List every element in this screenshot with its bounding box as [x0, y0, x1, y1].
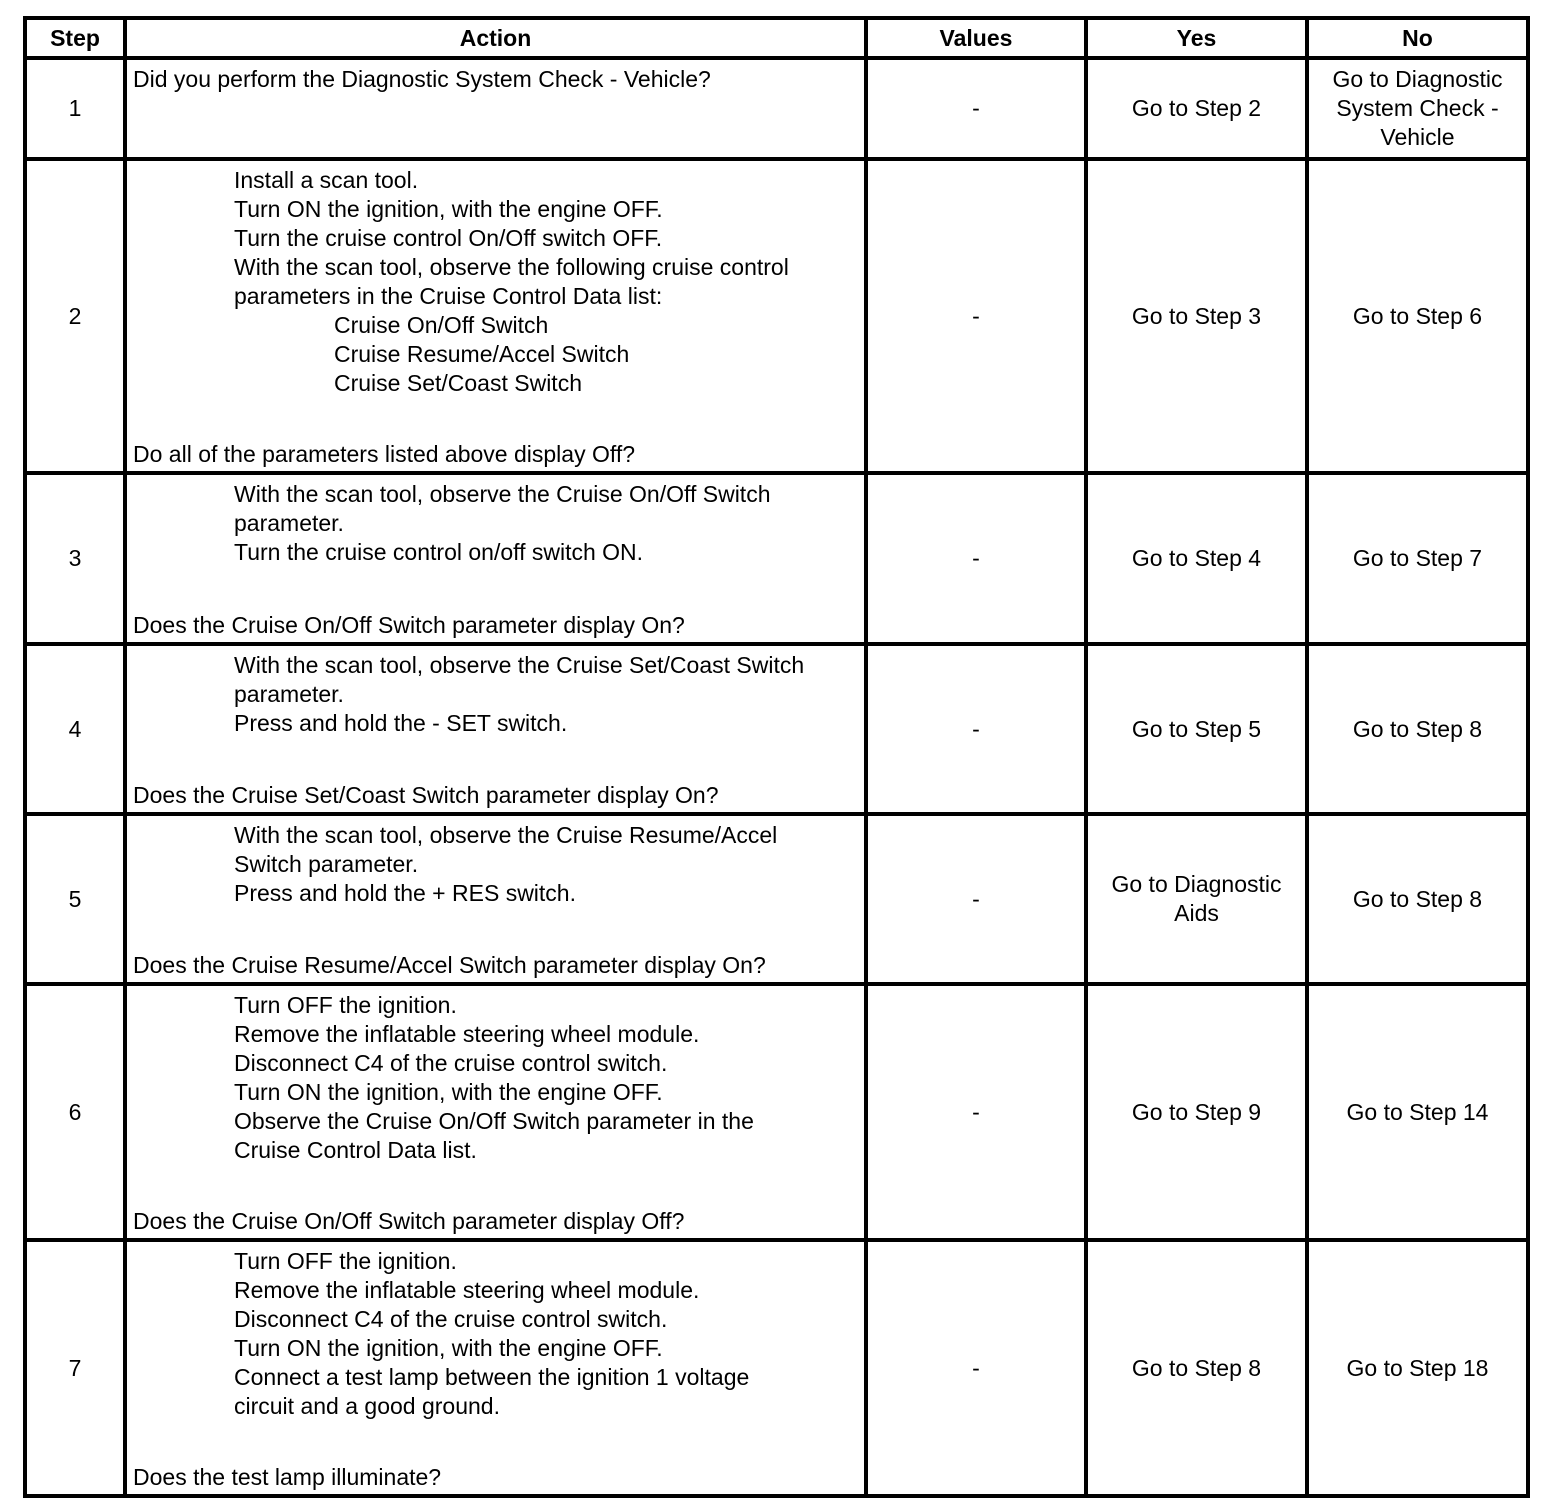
- values-cell: -: [866, 814, 1086, 984]
- action-question: Did you perform the Diagnostic System Check - Vehicle?: [133, 66, 711, 92]
- instruction-line: Press and hold the - SET switch.: [234, 710, 568, 736]
- instruction-line: Connect a test lamp between the ignition 1 voltage: [234, 1364, 750, 1390]
- no-cell: Go to Step 8: [1307, 644, 1528, 814]
- values-cell: -: [866, 1240, 1086, 1496]
- action-cell: [125, 58, 866, 159]
- instruction-line: Cruise Control Data list.: [234, 1137, 477, 1163]
- header-values: Values: [866, 18, 1086, 58]
- action-question: Does the test lamp illuminate?: [133, 1464, 442, 1490]
- action-question: Does the Cruise On/Off Switch parameter display Off?: [133, 1208, 685, 1234]
- instruction-line: Turn the cruise control on/off switch ON.: [234, 539, 644, 565]
- action-cell: [125, 814, 866, 984]
- instruction-list: [133, 166, 858, 398]
- parameter-item: Cruise Resume/Accel Switch: [334, 341, 630, 367]
- header-row: [25, 18, 1528, 58]
- table-row: [25, 473, 1528, 644]
- instruction-line: Remove the inflatable steering wheel module.: [234, 1021, 700, 1047]
- yes-cell: Go to Step 5: [1086, 644, 1307, 814]
- yes-cell: Go to Step 9: [1086, 984, 1307, 1240]
- instruction-line: Press and hold the + RES switch.: [234, 880, 576, 906]
- yes-line: Go to Diagnostic: [1111, 871, 1282, 897]
- table-row: [25, 644, 1528, 814]
- instruction-line: Remove the inflatable steering wheel module.: [234, 1277, 700, 1303]
- table-row: [25, 58, 1528, 159]
- yes-cell: Go to Step 3: [1086, 159, 1307, 473]
- instruction-line: Disconnect C4 of the cruise control switch.: [234, 1050, 668, 1076]
- parameter-item: Cruise On/Off Switch: [334, 312, 549, 338]
- step-number: 6: [25, 984, 125, 1240]
- action-cell: [125, 984, 866, 1240]
- instruction-line: Turn OFF the ignition.: [234, 1248, 457, 1274]
- yes-cell: Go to Step 2: [1086, 58, 1307, 159]
- step-number: 7: [25, 1240, 125, 1496]
- header-no: No: [1307, 18, 1528, 58]
- action-question: Do all of the parameters listed above display Off?: [133, 441, 636, 467]
- table-row: [25, 1240, 1528, 1496]
- step-number: 2: [25, 159, 125, 473]
- header-yes: Yes: [1086, 18, 1307, 58]
- no-cell: [1307, 58, 1528, 159]
- instruction-line: circuit and a good ground.: [234, 1393, 500, 1419]
- instruction-line: With the scan tool, observe the Cruise On/Off Switch: [234, 481, 771, 507]
- header-action: Action: [125, 18, 866, 58]
- table-row: [25, 984, 1528, 1240]
- instruction-line: With the scan tool, observe the Cruise Resume/Accel: [234, 822, 778, 848]
- instruction-line: Turn ON the ignition, with the engine OFF.: [234, 196, 663, 222]
- values-cell: -: [866, 58, 1086, 159]
- no-line: Vehicle: [1380, 124, 1455, 150]
- step-number: 3: [25, 473, 125, 644]
- instruction-line: parameter.: [234, 510, 344, 536]
- step-number: 1: [25, 58, 125, 159]
- instruction-line: Turn OFF the ignition.: [234, 992, 457, 1018]
- yes-cell: Go to Step 8: [1086, 1240, 1307, 1496]
- no-line: Go to Diagnostic: [1332, 66, 1503, 92]
- instruction-line: parameters in the Cruise Control Data list:: [234, 283, 663, 309]
- instruction-line: Turn ON the ignition, with the engine OFF.: [234, 1079, 663, 1105]
- instruction-list: [133, 1247, 858, 1421]
- no-cell: Go to Step 14: [1307, 984, 1528, 1240]
- action-question: Does the Cruise Set/Coast Switch parameter display On?: [133, 782, 719, 808]
- action-cell: [125, 159, 866, 473]
- step-number: 4: [25, 644, 125, 814]
- parameter-item: Cruise Set/Coast Switch: [334, 370, 582, 396]
- action-cell: [125, 1240, 866, 1496]
- action-question: Does the Cruise Resume/Accel Switch parameter display On?: [133, 952, 766, 978]
- instruction-line: With the scan tool, observe the Cruise Set/Coast Switch: [234, 652, 805, 678]
- instruction-line: parameter.: [234, 681, 344, 707]
- instruction-line: Turn the cruise control On/Off switch OFF.: [234, 225, 663, 251]
- values-cell: -: [866, 159, 1086, 473]
- action-question: Does the Cruise On/Off Switch parameter display On?: [133, 612, 685, 638]
- instruction-line: Turn ON the ignition, with the engine OFF.: [234, 1335, 663, 1361]
- instruction-line: Disconnect C4 of the cruise control switch.: [234, 1306, 668, 1332]
- instruction-line: Install a scan tool.: [234, 167, 419, 193]
- table-row: [25, 814, 1528, 984]
- values-cell: -: [866, 644, 1086, 814]
- table-row: [25, 159, 1528, 473]
- no-cell: Go to Step 18: [1307, 1240, 1528, 1496]
- values-cell: -: [866, 984, 1086, 1240]
- step-number: 5: [25, 814, 125, 984]
- instruction-list: [133, 821, 858, 908]
- instruction-line: Observe the Cruise On/Off Switch parameter in the: [234, 1108, 754, 1134]
- header-step: Step: [25, 18, 125, 58]
- values-cell: -: [866, 473, 1086, 644]
- no-cell: Go to Step 6: [1307, 159, 1528, 473]
- instruction-list: [133, 651, 858, 738]
- no-line: System Check -: [1336, 95, 1499, 121]
- instruction-list: [133, 480, 858, 567]
- yes-cell: Go to Step 4: [1086, 473, 1307, 644]
- no-cell: Go to Step 7: [1307, 473, 1528, 644]
- instruction-line: With the scan tool, observe the following cruise control: [234, 254, 789, 280]
- no-cell: Go to Step 8: [1307, 814, 1528, 984]
- yes-line: Aids: [1174, 900, 1219, 926]
- yes-cell: [1086, 814, 1307, 984]
- action-cell: [125, 473, 866, 644]
- instruction-list: [133, 991, 858, 1165]
- instruction-line: Switch parameter.: [234, 851, 419, 877]
- action-cell: [125, 644, 866, 814]
- diagnostic-table: [23, 16, 1530, 1498]
